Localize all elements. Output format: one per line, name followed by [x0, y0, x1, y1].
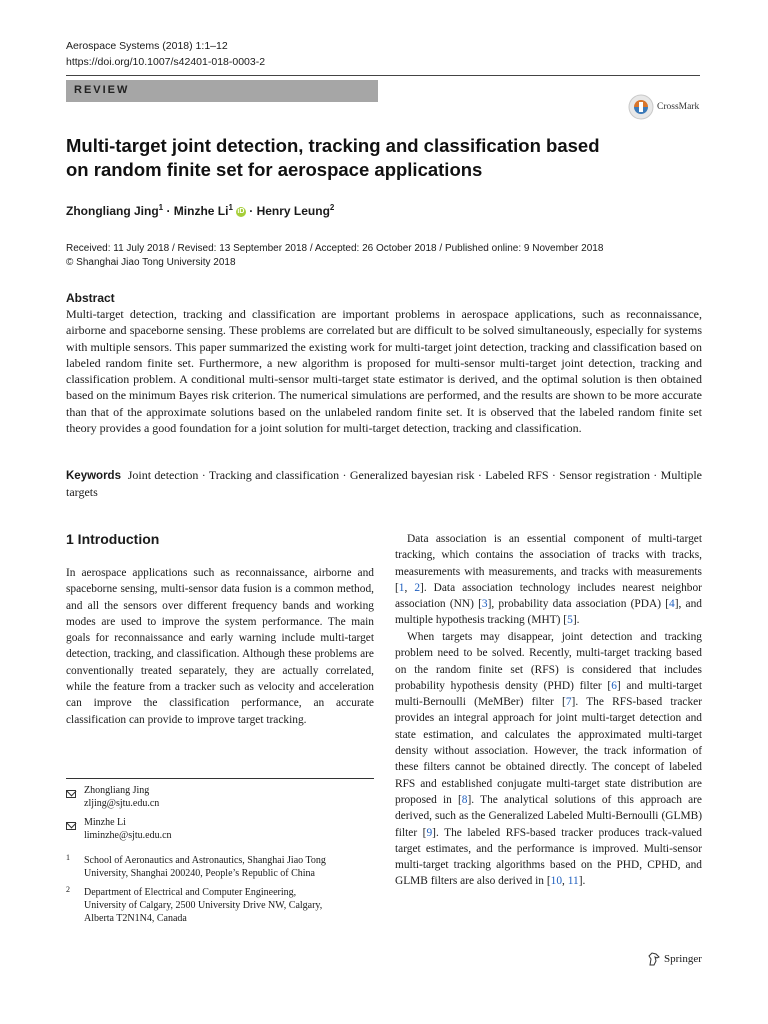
text-run: ].	[578, 875, 586, 888]
author-list	[66, 203, 334, 218]
citation-link[interactable]: 5	[567, 614, 573, 627]
intro-paragraph-right-2	[395, 629, 702, 890]
citation-link[interactable]: 9	[426, 826, 433, 839]
affiliation-line: Department of Electrical and Computer Engineering,	[84, 887, 297, 898]
citation-link[interactable]: 7	[565, 696, 572, 709]
text-run: ], and multiple hypothesis tracking (MHT) [	[395, 598, 702, 627]
author-name[interactable]: Zhongliang Jing	[66, 204, 159, 218]
affiliation-line: University of Calgary, 2500 University Drive NW, Calgary,	[84, 900, 323, 911]
text-run: ,	[404, 581, 415, 594]
author-affiliation-mark: 1	[228, 203, 233, 212]
citation-link[interactable]: 8	[461, 793, 468, 806]
text-run: ]. The labeled RFS-based tracker produces track-valued target estimates, and the performance is improved. Multi-sensor multi-target tracking algorithms based on the PHD, CPHD, and GLMB filters are also derived in [	[395, 826, 703, 888]
publisher-logo	[648, 952, 702, 966]
citation-link[interactable]: 10	[550, 875, 563, 888]
keywords-text: Joint detection · Tracking and classification · Generalized bayesian risk · Labeled RFS · Sensor registration · Multiple targets	[66, 468, 702, 500]
text-run: ] and multi-target multi-Bernoulli (MeMBer) filter [	[395, 679, 702, 709]
author-affiliation-mark: 1	[158, 203, 164, 212]
text-run: ].	[572, 614, 580, 627]
crossmark-icon	[628, 94, 654, 120]
article-title: Multi-target joint detection, tracking and classification based on random finite set for aerospace applications	[66, 135, 600, 180]
header-rule	[66, 75, 700, 76]
doi-link[interactable]: https://doi.org/10.1007/s42401-018-0003-2	[66, 56, 266, 68]
footnote-rule	[66, 778, 374, 779]
author-name[interactable]: Henry Leung	[256, 204, 330, 218]
text-run: ]. Data association technology includes nearest neighbor association (NN) [	[395, 581, 702, 611]
text-run: ,	[562, 875, 568, 888]
citation-link[interactable]: 11	[567, 875, 579, 888]
affiliation-number: 2	[66, 885, 70, 894]
citation-link[interactable]: 6	[611, 679, 617, 692]
envelope-icon	[66, 790, 76, 798]
publisher-name: Springer	[664, 953, 702, 965]
article-type-label: REVIEW	[74, 84, 130, 96]
text-run: ]. The RFS-based tracker provides an integral approach for joint multi-target detection and state estimation, and calculates the approximated multi-target density without association. However, the track information of these filters cannot be obtained directly. The concept of labeled RFS and established conjugate multi-target state distribution are proposed in [	[395, 696, 702, 806]
author-separator: ·	[245, 204, 257, 218]
crossmark-badge[interactable]	[628, 92, 702, 122]
springer-horse-icon	[648, 952, 660, 966]
orcid-icon[interactable]: iD	[237, 207, 245, 215]
affiliation-line: Alberta T2N1N4, Canada	[84, 913, 187, 924]
text-run: Data association is an essential component of multi-target tracking, which contains the association of tracks with tracks, measurements with measurements, and tracks with measurements [	[395, 533, 702, 594]
crossmark-label: CrossMark	[657, 102, 700, 112]
intro-paragraph: In aerospace applications such as reconnaissance, airborne and spaceborne sensing, multi-sensor data fusion is a common method, and all the sensors over different frequency bands and working modes are used to improve the system performance. The main goals for reconnaissance and early warning include multi-target detection, tracking, and classification. Although these problems are conventionally treated separately, they are actually correlated, while the feature from a tracker such as velocity and acceleration can improve the classification performance, an accurate classification can provide to improve target tracking.	[66, 567, 374, 726]
publication-dates: Received: 11 July 2018 / Revised: 13 September 2018 / Accepted: 26 October 2018 / Published online: 9 November 2018	[66, 243, 604, 254]
section-heading: 1 Introduction	[66, 531, 160, 547]
contact-name: Zhongliang Jing	[84, 785, 150, 796]
citation-link[interactable]: 4	[669, 598, 675, 611]
contact-email[interactable]: zljing@sjtu.edu.cn	[84, 798, 160, 809]
affiliation-line: School of Aeronautics and Astronautics, Shanghai Jiao Tong	[84, 855, 326, 866]
copyright-notice: © Shanghai Jiao Tong University 2018	[66, 257, 236, 268]
text-run: ]. The analytical solutions of this approach are derived, such as the Generalized Labeled Multi-Bernoulli (GLMB) filter [	[395, 793, 702, 839]
affiliation-line: University, Shanghai 200240, People’s Republic of China	[84, 868, 315, 879]
text-run: When targets may disappear, joint detection and tracking problem need to be solved. Recently, multi-target tracking based on the random finite set (RFS) is considered that includes probability hypothesis density (PHD) filter [	[395, 631, 702, 692]
journal-citation: Aerospace Systems (2018) 1:1–12	[66, 40, 228, 52]
citation-link[interactable]: 1	[398, 581, 405, 594]
author-affiliation-mark: 2	[329, 203, 335, 212]
author-name[interactable]: Minzhe Li	[173, 204, 229, 218]
envelope-icon	[66, 822, 76, 830]
keywords-section	[66, 467, 702, 501]
contact-name: Minzhe Li	[84, 817, 126, 828]
text-run: ], probability data association (PDA) [	[487, 598, 669, 611]
contact-email[interactable]: liminzhe@sjtu.edu.cn	[84, 830, 172, 841]
affiliation-number: 1	[66, 853, 70, 862]
keywords-label: Keywords	[66, 470, 121, 482]
intro-paragraph-right-1	[395, 531, 702, 629]
abstract-heading: Abstract	[66, 291, 115, 305]
author-separator: ·	[163, 204, 174, 218]
abstract-body: Multi-target detection, tracking and classification are important problems in aerospace applications, such as reconnaissance, airborne and spaceborne sensing. These problems are correlated but are difficult to be solved simultaneously, especially for systems with multiple sensors. This paper summarized the existing work for multi-target joint detection, tracking and classification based on labeled random finite set. Furthermore, a new algorithm is proposed for multi-sensor multi-target joint detection, tracking and classification problem. A conditional multi-sensor multi-target state estimator is derived, and the optimal solution is then obtained based on the minimum Bayes risk criterion. The numerical simulations are performed, and the results are shown to be more accurate than that of the approximate solutions based on the unlabeled random finite set. It is observed that the labeled random finite set theory provides a good foundation for a joint solution for multi-target detection, tracking and classification.	[66, 307, 702, 436]
citation-link[interactable]: 3	[481, 598, 488, 611]
citation-link[interactable]: 2	[414, 581, 421, 594]
